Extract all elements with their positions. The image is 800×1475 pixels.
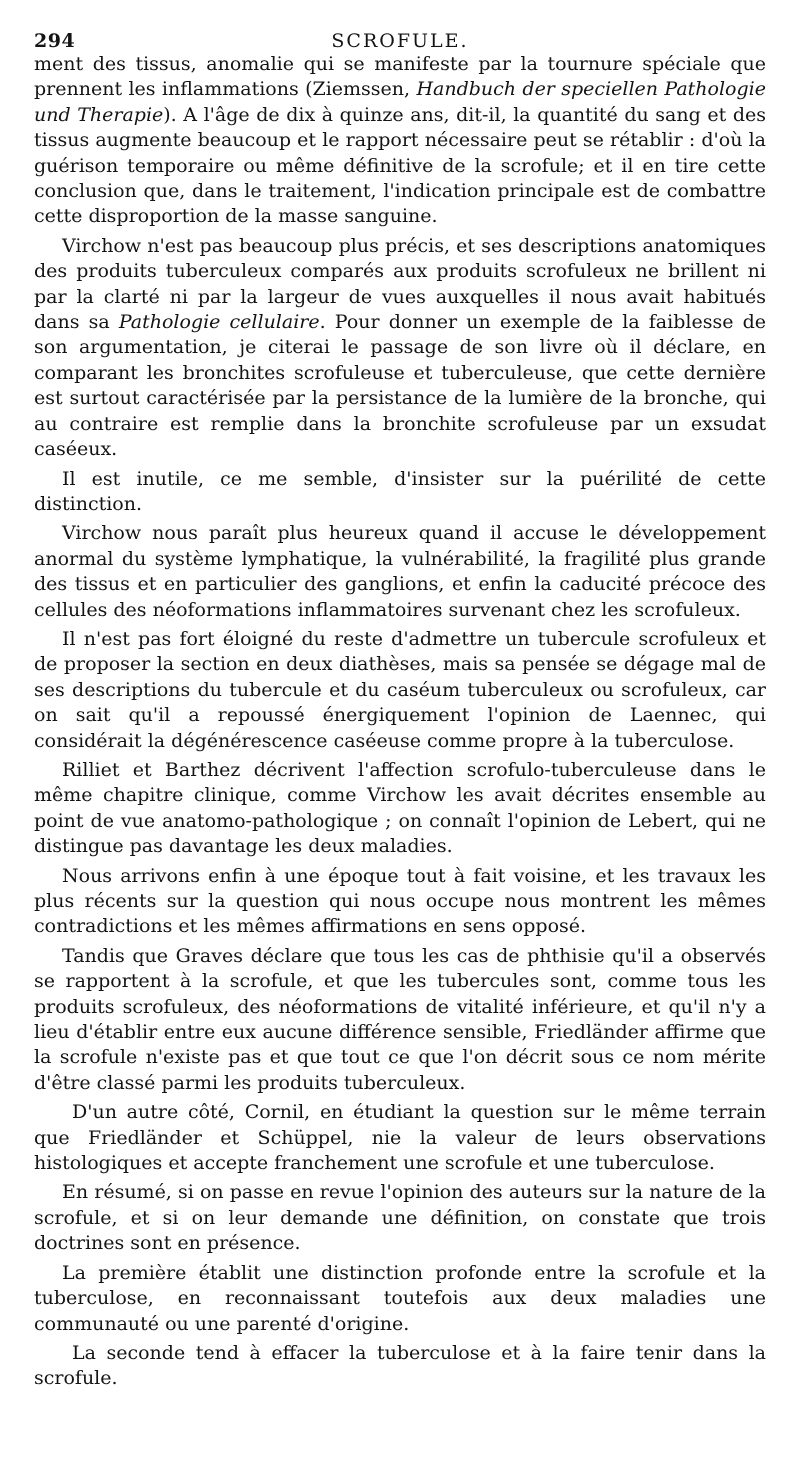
text-run: En résumé, si on passe en revue l'opinion des auteurs sur la nature de la scrofule, et si on leur demande une définition, on constate que trois doctrines sont en présence. [34, 1181, 766, 1255]
text-run: Il est inutile, ce me semble, d'insister sur la puérilité de cette distinction. [34, 467, 766, 515]
text-run: Il n'est pas fort éloigné du reste d'admettre un tubercule scrofuleux et de proposer la section en deux diathèses, mais sa pensée se dégage mal de ses descriptions du tubercule et du caséum tuberculeux ou scrofuleux, car on sait qu'il a repoussé énergiquement l'opinion de Laennec, qui considérait la dégénérescence caséeuse comme propre à la tuberculose. [34, 627, 766, 752]
paragraph [34, 758, 766, 860]
paragraph [34, 1261, 766, 1337]
text-run: ). A l'âge de dix à quinze ans, dit-il, la quantité du sang et des tissus augmente beaucoup et le rapport nécessaire peut se rétablir : d'où la guérison temporaire ou même définitive de la scrofule; et il en tire cette conclusion que, dans le traitement, l'indication principale est de combattre cette disproportion de la masse sanguine. [34, 103, 766, 228]
paragraph [34, 467, 766, 518]
text-run: Nous arrivons enfin à une époque tout à fait voisine, et les travaux les plus récents sur la question qui nous occupe nous montrent les mêmes contradictions et les mêmes affirmations en sens opposé. [34, 864, 766, 938]
paragraph [34, 1100, 766, 1176]
italic-book-title: Handbuch der speciellen Pathologie und Therapie [34, 78, 766, 126]
paragraph [34, 521, 766, 623]
running-head [34, 22, 766, 52]
running-title: SCROFULE. [331, 30, 469, 52]
text-run: Virchow n'est pas beaucoup plus précis, et ses descriptions anatomiques des produits tuberculeux comparés aux produits scrofuleux ne brillent ni par la clarté ni par la largeur de vues auxquelles il nous avait habitués dans sa [34, 234, 766, 334]
paragraph [34, 627, 766, 754]
paragraph [34, 1180, 766, 1256]
text-run: Tandis que Graves déclare que tous les cas de phthisie qu'il a observés se rapportent à la scrofule, et que les tubercules sont, comme tous les produits scrofuleux, des néoformations de vitalité inférieure, et qu'il n'y a lieu d'établir entre eux aucune différence sensible, Friedländer affirme que la scrofule n'existe pas et que tout ce que l'on décrit sous ce nom mérite d'être classé parmi les produits tuberculeux. [34, 944, 766, 1094]
text-run: . Pour donner un exemple de la faiblesse de son argumentation, je citerai le passage de son livre où il déclare, en comparant les bronchites scrofuleuse et tuberculeuse, que cette dernière est surtout caractérisée par la persistance de la lumière de la bronche, qui au contraire est remplie dans la bronchite scrofuleuse par un exsudat caséeux. [34, 311, 766, 461]
text-run: La seconde tend à effacer la tuberculose et à la faire tenir dans la scrofule. [34, 1341, 766, 1390]
text-run: La première établit une distinction profonde entre la scrofule et la tuberculose, en reconnaissant toutefois aux deux maladies une communauté ou une parenté d'origine. [34, 1261, 766, 1335]
italic-book-title: Pathologie cellulaire [118, 311, 320, 334]
paragraph [34, 52, 766, 230]
paragraph [34, 234, 766, 463]
book-page [34, 22, 766, 1396]
text-run: Virchow nous paraît plus heureux quand il accuse le développement anormal du système lymphatique, la vulnérabilité, la fragilité plus grande des tissus et en particulier des ganglions, et enfin la caducité précoce des cellules des néoformations inflammatoires survenant chez les scrofuleux. [34, 522, 766, 621]
paragraph [34, 864, 766, 940]
paragraph [34, 1341, 766, 1392]
page-number: 294 [34, 30, 76, 52]
paragraph [34, 944, 766, 1096]
text-run: D'un autre côté, Cornil, en étudiant la question sur le même terrain que Friedländer et Schüppel, nie la valeur de leurs observations histologiques et accepte franchement une scrofule et une tuberculose. [34, 1101, 766, 1175]
text-run: Rilliet et Barthez décrivent l'affection scrofulo-tuberculeuse dans le même chapitre clinique, comme Virchow les avait décrites ensemble au point de vue anatomo-pathologique ; on connaît l'opinion de Lebert, qui ne distingue pas davantage les deux maladies. [34, 758, 766, 858]
body-text [34, 52, 766, 1392]
text-run: ment des tissus, anomalie qui se manifeste par la tournure spéciale que prennent les inflammations (Ziemssen, [34, 53, 766, 101]
